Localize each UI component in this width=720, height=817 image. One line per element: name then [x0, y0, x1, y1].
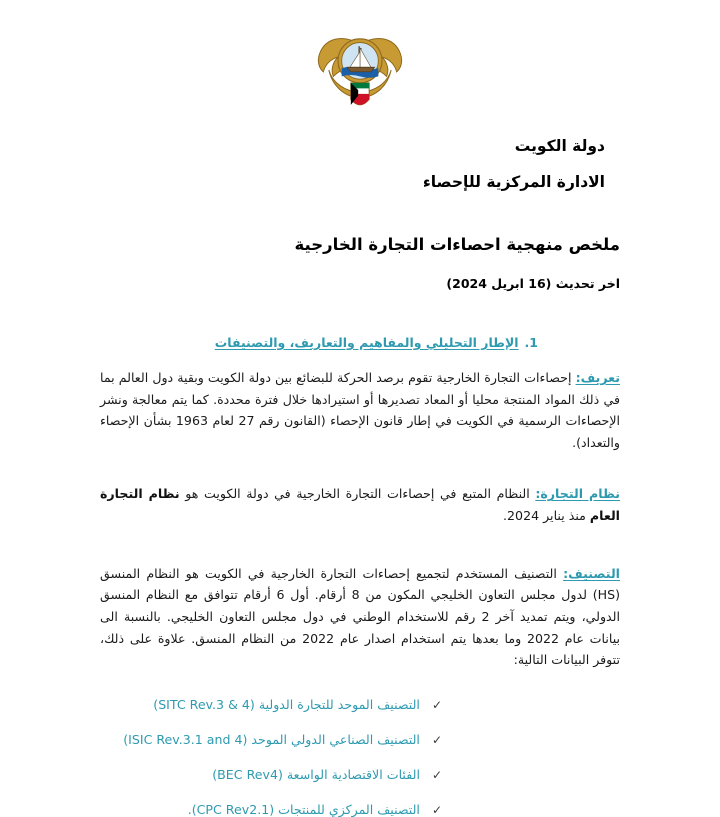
check-icon: ✓: [431, 733, 442, 748]
check-icon: ✓: [431, 698, 442, 713]
classification-list: [100, 697, 620, 817]
organization-name: الادارة المركزية للإحصاء: [422, 172, 605, 191]
kuwait-state-emblem-icon: [314, 26, 406, 114]
last-updated-date: اخر تحديث (16 ابريل 2024): [446, 275, 620, 291]
list-item: [100, 802, 620, 817]
section-title: الإطار التحليلي والمفاهيم والتعاريف، والتصنيفات: [214, 334, 519, 350]
check-icon: ✓: [431, 803, 442, 817]
list-item-label: التصنيف الصناعي الدولي الموحد (ISIC Rev.3.1 and 4): [123, 732, 420, 748]
paragraph-label-classification: التصنيف:: [563, 565, 620, 581]
paragraph-trade-system: [100, 483, 620, 526]
paragraph-label-trade-system: نظام التجارة:: [535, 486, 620, 502]
paragraph-text-classification: التصنيف المستخدم لتجميع إحصاءات التجارة الخارجية في الكويت هو النظام المنسق (HS) لدول مجلس التعاون الخليجي المكون من 8 أرقام. أول 6 أرقام تتوافق مع النظام المنسق الدولي، ويتم تمديد آخر 2 رقم للاستخدام الوطني في دول مجلس التعاون الخليجي. بالنسبة الى بيانات عام 2022 وما بعدها يتم استخدام اصدار عام 2022 من النظام المنسق. علاوة على ذلك، تتوفر البيانات التالية:: [100, 565, 621, 668]
section-number: 1.: [524, 334, 538, 350]
list-item-label: التصنيف الموحد للتجارة الدولية (SITC Rev.3 & 4): [153, 697, 420, 713]
list-item-label: الفئات الاقتصادية الواسعة (BEC Rev4): [212, 767, 420, 783]
list-item: [100, 732, 620, 747]
paragraph-text-trade-system-before: النظام المتبع في إحصاءات التجارة الخارجية في دولة الكويت هو: [179, 486, 536, 502]
list-item: [100, 697, 620, 712]
paragraph-label-definition: تعريف:: [575, 369, 620, 385]
paragraph-text-definition: إحصاءات التجارة الخارجية تقوم برصد الحركة للبضائع بين دولة الكويت وبقية دول العالم بما في ذلك المواد المنتجة محليا أو المعاد تصديرها أو استيرادها خلال فترة محددة. كما يتم معالجة ونشر الإحصاءات الرسمية في الكويت في إطار قانون الإحصاء (القانون رقم 27 لعام 1963 بشأن الإحصاء والتعداد).: [100, 369, 621, 450]
list-item: [100, 767, 620, 782]
section-heading: [100, 335, 620, 350]
country-name: دولة الكويت: [514, 137, 605, 155]
list-item-label: التصنيف المركزي للمنتجات (CPC Rev2.1).: [187, 802, 420, 817]
paragraph-text-trade-system-after: منذ يناير 2024.: [503, 508, 590, 524]
paragraph-classification: [100, 563, 620, 671]
paragraph-definition: [100, 367, 620, 454]
organization-header: [100, 136, 620, 193]
emblem-container: [100, 0, 620, 114]
page-title: ملخص منهجية احصاءات التجارة الخارجية: [294, 234, 620, 254]
check-icon: ✓: [431, 768, 442, 783]
paragraph-emphasis-general-trade-system: نظام التجارة العام: [100, 486, 620, 524]
